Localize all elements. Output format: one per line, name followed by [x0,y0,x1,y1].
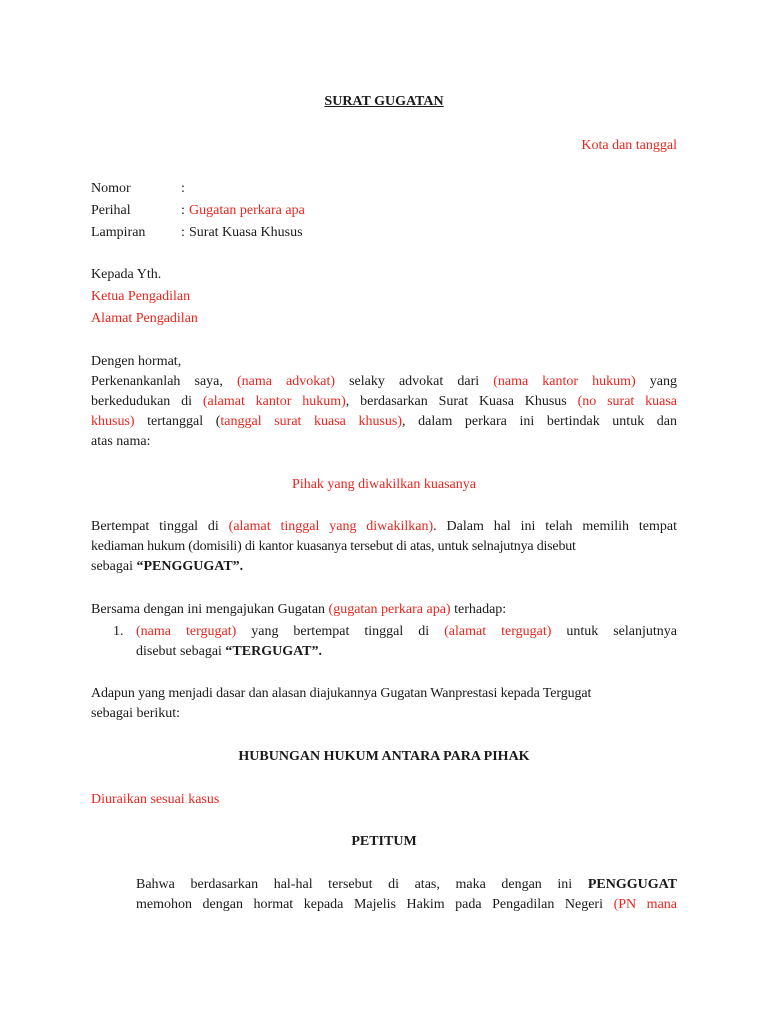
placeholder-power-of-attorney-no-cont: khusus) [91,414,135,429]
text: Perkenankanlah saya, [91,374,223,389]
meta-nomor-label: Nomor [91,181,131,196]
placeholder-defendant-address: (alamat tergugat) [444,624,552,639]
plaintiff-term: PENGGUGAT [587,877,678,892]
plaintiff-term: “PENGGUGAT”. [136,559,244,574]
meta-lampiran-value: Surat Kuasa Khusus [189,225,303,240]
city-date: Kota dan tanggal [581,138,677,153]
residence-line-2: kediaman hukum (domisili) di kantor kuasanya tersebut di atas, untuk selnajutnya disebut [91,539,576,554]
text: ( [215,414,221,429]
text: Bertempat tinggal di [91,519,219,534]
defendant-line-1 [136,622,677,642]
residence-line-3 [91,557,677,577]
text: Bahwa berdasarkan hal-hal tersebut di atas, maka dengan ini [136,877,573,892]
text: berkedudukan di [91,394,193,409]
opening-line-1 [91,372,677,392]
filing-line [91,600,677,620]
meta-colon: : [181,225,185,240]
section-heading-relation: HUBUNGAN HUKUM ANTARA PARA PIHAK [238,749,530,764]
placeholder-case-type: (gugatan perkara apa) [328,602,451,617]
placeholder-court-name: (PN mana [613,897,677,912]
recipient-address: Alamat Pengadilan [91,311,198,326]
opening-line-3 [91,412,677,432]
text: yang bertempat tinggal di [251,624,430,639]
text: memohon dengan hormat kepada Majelis Hakim pada Pengadilan Negeri [136,897,603,912]
meta-nomor [91,179,677,199]
defendant-line-2 [136,642,722,662]
basis-line-2: sebagai berikut: [91,706,181,721]
represented-party: Pihak yang diwakilkan kuasanya [292,477,476,492]
case-detail-placeholder: Diuraikan sesuai kasus [91,792,220,807]
meta-perihal-value: Gugatan perkara apa [189,203,305,218]
defendant-term: “TERGUGAT”. [225,644,323,659]
text: selaky advokat dari [349,374,480,389]
basis-line-1: Adapun yang menjadi dasar dan alasan diajukannya Gugatan Wanprestasi kepada Tergugat [91,686,592,701]
placeholder-law-office: (nama kantor hukum) [493,374,636,389]
text: terhadap: [454,602,507,617]
meta-colon: : [181,181,185,196]
placeholder-advocate-name: (nama advokat) [236,374,336,389]
text: , berdasarkan Surat Kuasa Khusus [345,394,567,409]
residence-line-1 [91,517,677,537]
meta-lampiran-label: Lampiran [91,225,146,240]
placeholder-office-address: (alamat kantor hukum) [202,394,346,409]
petitum-line-1 [136,875,677,895]
meta-perihal [91,201,677,221]
text: yang [649,374,678,389]
petitum-line-2 [136,895,677,915]
text: disebut sebagai [136,644,222,659]
recipient-to: Kepada Yth. [91,267,162,282]
recipient-name: Ketua Pengadilan [91,289,191,304]
placeholder-power-of-attorney-no: (no surat kuasa [577,394,677,409]
defendant-list-number: 1. [113,624,124,639]
greeting: Dengen hormat, [91,354,182,369]
meta-perihal-label: Perihal [91,203,131,218]
text: sebagai [91,559,133,574]
text: . Dalam hal ini telah memilih tempat [433,519,677,534]
document-title: SURAT GUGATAN [324,94,444,109]
text: untuk selanjutnya [566,624,677,639]
placeholder-power-of-attorney-date: tanggal surat kuasa khusus) [220,414,403,429]
meta-lampiran [91,223,677,243]
section-heading-petitum: PETITUM [351,834,417,849]
text: tertanggal [147,414,204,429]
placeholder-defendant-name: (nama tergugat) [136,624,237,639]
text [229,519,677,534]
meta-colon: : [181,203,185,218]
text [147,414,677,429]
placeholder-represented-address: (alamat tinggal yang diwakilkan) [228,519,434,534]
opening-line-2 [91,392,677,412]
text: , dalam perkara ini bertindak untuk dan [402,414,677,429]
opening-line-4: atas nama: [91,434,151,449]
text: Bersama dengan ini mengajukan Gugatan [91,602,326,617]
